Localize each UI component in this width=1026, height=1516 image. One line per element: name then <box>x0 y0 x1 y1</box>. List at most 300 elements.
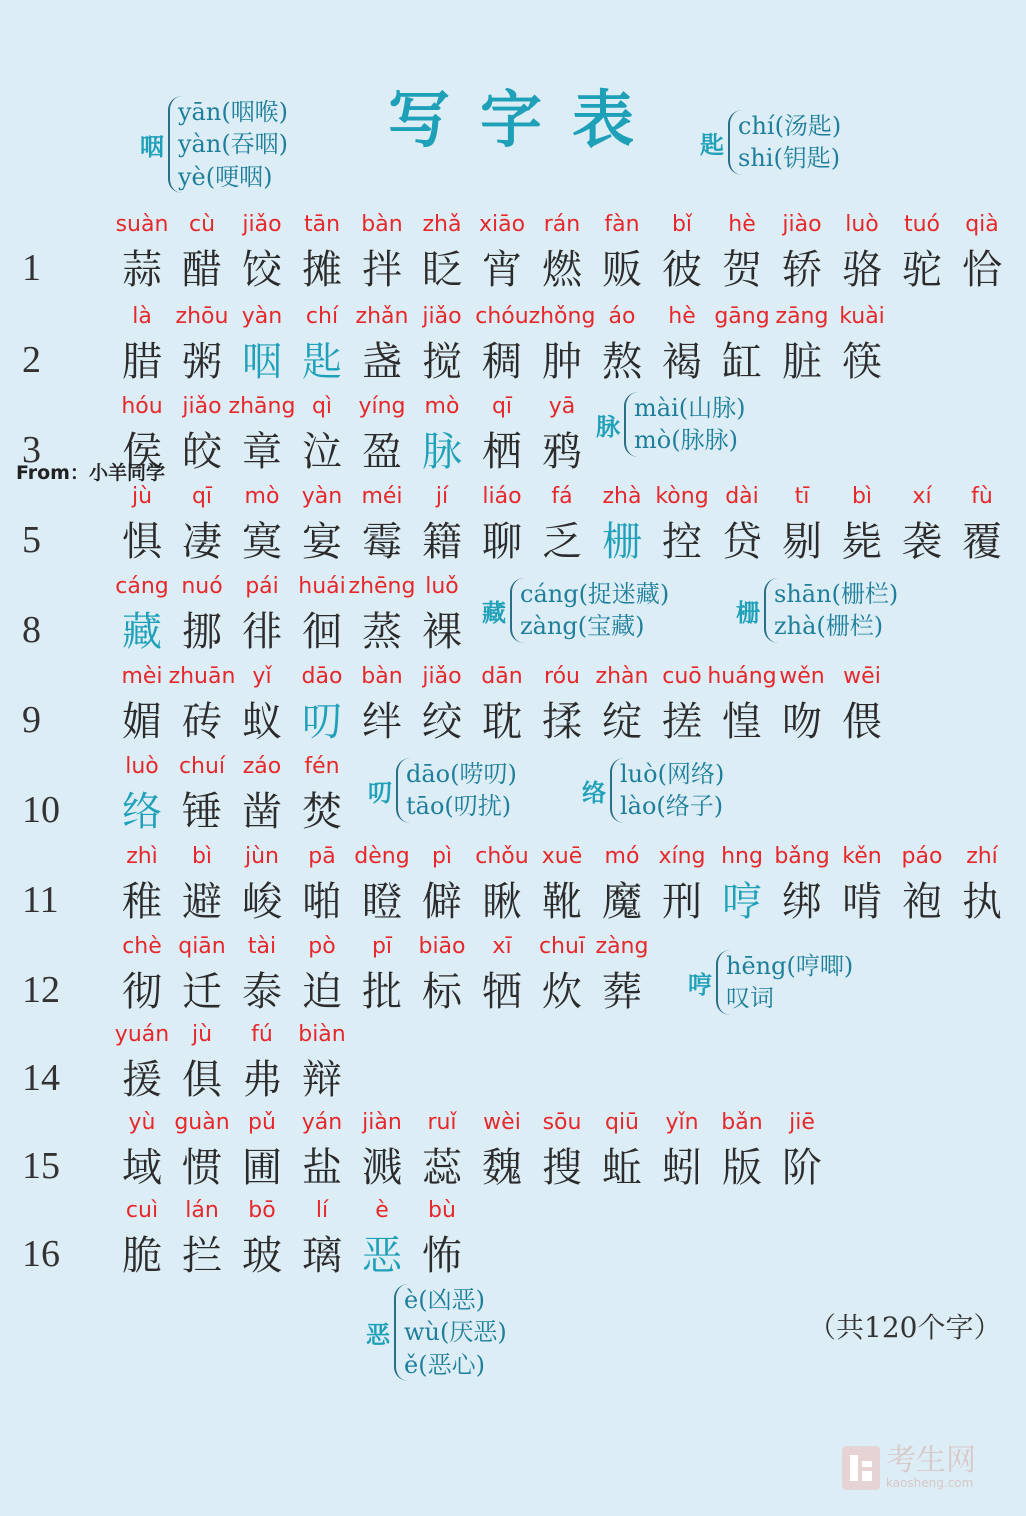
hanzi: 俱 <box>182 1057 222 1103</box>
hanzi: 拦 <box>182 1233 222 1279</box>
char-cell <box>412 574 472 664</box>
reading: luò(网络) <box>620 760 725 788</box>
hanzi: 咽 <box>242 339 282 385</box>
source-credit: From：小羊同学 <box>16 462 165 484</box>
polyphone-dao <box>368 758 517 823</box>
hanzi: 驼 <box>902 247 942 293</box>
pinyin: zhǎn <box>355 304 409 329</box>
pinyin: wèi <box>483 1110 521 1135</box>
pinyin: è <box>375 1198 389 1223</box>
hanzi: 魏 <box>482 1145 522 1191</box>
pinyin: zhí <box>966 844 998 869</box>
hanzi: 蒸 <box>362 609 402 655</box>
reading: zàng(宝藏) <box>520 612 645 641</box>
pinyin: zhì <box>126 844 158 869</box>
hanzi: 燃 <box>542 247 582 293</box>
reading: mò(脉脉) <box>634 426 738 455</box>
hanzi: 惯 <box>182 1145 222 1191</box>
hanzi: 炊 <box>542 969 582 1015</box>
brace <box>610 758 724 823</box>
pinyin: suàn <box>115 212 169 237</box>
pinyin: mò <box>424 394 460 419</box>
hanzi: 剔 <box>782 519 822 565</box>
pinyin: hóu <box>121 394 163 419</box>
pinyin: hng <box>721 844 763 869</box>
hanzi: 瞅 <box>482 879 522 925</box>
hanzi: 眨 <box>422 247 462 293</box>
char-cell <box>592 934 652 1024</box>
pinyin: bǎng <box>774 844 830 869</box>
hanzi: 粥 <box>182 339 222 385</box>
polyphone-e <box>366 1284 507 1381</box>
hanzi: 盐 <box>302 1145 342 1191</box>
pinyin: luò <box>125 754 159 779</box>
pinyin: bàn <box>361 212 403 237</box>
pinyin: nuó <box>181 574 223 599</box>
hanzi: 宵 <box>482 247 522 293</box>
pinyin: gāng <box>714 304 770 329</box>
pinyin: guàn <box>174 1110 230 1135</box>
hanzi: 魔 <box>602 879 642 925</box>
pinyin: mó <box>604 844 640 869</box>
polyphone-yan <box>140 96 288 193</box>
pinyin: yàn <box>301 484 343 509</box>
brace <box>168 96 288 193</box>
pinyin: bǎn <box>721 1110 763 1135</box>
lesson-number: 12 <box>22 969 60 1011</box>
reading: yàn(吞咽) <box>178 130 289 159</box>
pinyin: biàn <box>298 1022 346 1047</box>
char-cell <box>952 844 1012 934</box>
reading: ě(恶心) <box>404 1350 485 1379</box>
hanzi: 绞 <box>422 699 462 745</box>
hanzi: 焚 <box>302 789 342 835</box>
hanzi: 泣 <box>302 429 342 475</box>
char-list <box>112 394 592 484</box>
hanzi: 贺 <box>722 247 762 293</box>
pinyin: fú <box>251 1022 273 1047</box>
pinyin: zhǒng <box>528 304 596 329</box>
pinyin: chè <box>122 934 162 959</box>
polyphone-mai <box>596 392 745 457</box>
pinyin: záo <box>242 754 282 779</box>
reading: mài(山脉) <box>634 394 746 422</box>
hanzi: 蚁 <box>242 699 282 745</box>
hanzi: 徊 <box>302 609 342 655</box>
hanzi: 络 <box>122 789 162 835</box>
lesson-number: 14 <box>22 1057 60 1099</box>
char-cell <box>292 754 352 844</box>
pinyin: pì <box>431 844 453 869</box>
pinyin: áo <box>608 304 636 329</box>
pinyin: jiàn <box>362 1110 402 1135</box>
hanzi: 砖 <box>182 699 222 745</box>
pinyin: kěn <box>842 844 882 869</box>
lesson-number: 15 <box>22 1145 60 1187</box>
pinyin: yán <box>301 1110 343 1135</box>
pinyin: tài <box>247 934 277 959</box>
hanzi: 藏 <box>122 609 162 655</box>
hanzi: 贷 <box>722 519 762 565</box>
pinyin: pò <box>308 934 336 959</box>
pinyin: pǔ <box>248 1110 276 1135</box>
hanzi: 毙 <box>842 519 882 565</box>
pinyin: yàn <box>241 304 283 329</box>
hanzi: 瞪 <box>362 879 402 925</box>
pinyin: huái <box>298 574 346 599</box>
lesson-number: 8 <box>22 609 41 651</box>
pinyin: cuō <box>662 664 702 689</box>
hanzi: 媚 <box>122 699 162 745</box>
pinyin: fù <box>971 484 993 509</box>
char-list <box>112 304 892 394</box>
pinyin: zhēng <box>348 574 416 599</box>
hanzi: 筷 <box>842 339 882 385</box>
hanzi: 脆 <box>122 1233 162 1279</box>
hanzi: 肿 <box>542 339 582 385</box>
brace <box>396 758 517 823</box>
hanzi: 迫 <box>302 969 342 1015</box>
pinyin: xiāo <box>478 212 526 237</box>
hanzi: 凿 <box>242 789 282 835</box>
hanzi: 蚓 <box>662 1145 702 1191</box>
hanzi: 凄 <box>182 519 222 565</box>
pinyin: cáng <box>115 574 169 599</box>
hanzi: 皎 <box>182 429 222 475</box>
lesson-number: 5 <box>22 519 41 561</box>
char-cell <box>832 304 892 394</box>
hanzi: 批 <box>362 969 402 1015</box>
hanzi: 栖 <box>482 429 522 475</box>
pinyin: xuē <box>541 844 583 869</box>
hanzi: 僻 <box>422 879 462 925</box>
polyphone-char: 咽 <box>140 133 164 162</box>
pinyin: pī <box>371 934 393 959</box>
char-list <box>112 1110 832 1200</box>
hanzi: 挪 <box>182 609 222 655</box>
hanzi: 袭 <box>902 519 942 565</box>
hanzi: 执 <box>962 879 1002 925</box>
polyphone-chi <box>700 110 841 175</box>
pinyin: hè <box>668 304 696 329</box>
pinyin: dāo <box>301 664 343 689</box>
pinyin: mò <box>244 484 280 509</box>
pinyin: bǐ <box>671 212 693 237</box>
hanzi: 控 <box>662 519 702 565</box>
polyphone-char: 脉 <box>596 412 620 441</box>
pinyin: chuí <box>178 754 226 779</box>
hanzi: 峻 <box>242 879 282 925</box>
brace <box>728 110 841 175</box>
char-list <box>112 934 652 1024</box>
char-cell <box>412 1198 472 1288</box>
pinyin: qì <box>311 394 333 419</box>
hanzi: 搅 <box>422 339 462 385</box>
hanzi: 彻 <box>122 969 162 1015</box>
hanzi: 吻 <box>782 699 822 745</box>
polyphone-char: 恶 <box>366 1321 390 1350</box>
hanzi: 轿 <box>782 247 822 293</box>
hanzi: 绽 <box>602 699 642 745</box>
char-list <box>112 754 352 844</box>
pinyin: mèi <box>121 664 163 689</box>
watermark <box>842 1443 976 1490</box>
polyphone-char: 哼 <box>688 970 712 999</box>
reading: wù(厌恶) <box>404 1318 507 1347</box>
hanzi: 葬 <box>602 969 642 1015</box>
pinyin: tuó <box>903 212 941 237</box>
reading: dāo(唠叨) <box>406 760 517 788</box>
hanzi: 稠 <box>482 339 522 385</box>
reading: lào(络子) <box>620 792 724 821</box>
pinyin: kòng <box>655 484 709 509</box>
hanzi: 袍 <box>902 879 942 925</box>
hanzi: 盈 <box>362 429 402 475</box>
pinyin: zhǎ <box>422 212 462 237</box>
hanzi: 骆 <box>842 247 882 293</box>
hanzi: 哼 <box>722 879 762 925</box>
kaosheng-logo-icon <box>842 1446 880 1490</box>
pinyin: páo <box>901 844 943 869</box>
pinyin: wěn <box>779 664 825 689</box>
hanzi: 啪 <box>302 879 342 925</box>
lesson-number: 16 <box>22 1233 60 1275</box>
brace <box>510 578 669 643</box>
watermark-url: kaosheng.com <box>886 1476 974 1490</box>
lesson-number: 1 <box>22 247 41 289</box>
pinyin: tī <box>794 484 810 509</box>
pinyin: cuì <box>125 1198 159 1223</box>
hanzi: 溅 <box>362 1145 402 1191</box>
pinyin: yǐn <box>665 1110 699 1135</box>
pinyin: yíng <box>358 394 406 419</box>
hanzi: 栅 <box>602 519 642 565</box>
char-list <box>112 1022 352 1112</box>
hanzi: 匙 <box>302 339 342 385</box>
hanzi: 稚 <box>122 879 162 925</box>
hanzi: 徘 <box>242 609 282 655</box>
pinyin: pā <box>308 844 336 869</box>
pinyin: yā <box>548 394 576 419</box>
pinyin: jùn <box>245 844 279 869</box>
reading: hēng(哼唧) <box>726 952 854 980</box>
page-title: 写字表 <box>388 83 665 156</box>
pinyin: tān <box>303 212 341 237</box>
hanzi: 避 <box>182 879 222 925</box>
reading: yān(咽喉) <box>178 98 289 126</box>
watermark-name: 考生网 <box>886 1443 976 1478</box>
pinyin: bì <box>191 844 213 869</box>
reading: shi(钥匙) <box>738 144 841 173</box>
hanzi: 偎 <box>842 699 882 745</box>
hanzi: 熬 <box>602 339 642 385</box>
hanzi: 醋 <box>182 247 222 293</box>
polyphone-char: 络 <box>582 778 606 807</box>
pinyin: huáng <box>707 664 777 689</box>
pinyin: jù <box>131 484 153 509</box>
hanzi: 锤 <box>182 789 222 835</box>
pinyin: zhāng <box>228 394 296 419</box>
hanzi: 蕊 <box>422 1145 462 1191</box>
polyphone-zha <box>736 578 898 643</box>
reading: zhà(栅栏) <box>774 612 884 641</box>
hanzi: 聊 <box>482 519 522 565</box>
pinyin: yǐ <box>252 664 272 689</box>
hanzi: 盏 <box>362 339 402 385</box>
char-list <box>112 484 1012 574</box>
hanzi: 章 <box>242 429 282 475</box>
pinyin: dài <box>725 484 759 509</box>
hanzi: 褐 <box>662 339 702 385</box>
pinyin: chí <box>305 304 339 329</box>
hanzi: 缸 <box>722 339 762 385</box>
pinyin: biāo <box>418 934 466 959</box>
pinyin: qī <box>491 394 513 419</box>
pinyin: dèng <box>354 844 410 869</box>
reading: 叹词 <box>726 984 774 1013</box>
pinyin: jiǎo <box>182 394 222 419</box>
pinyin: róu <box>544 664 580 689</box>
hanzi: 恶 <box>362 1233 402 1279</box>
polyphone-char: 叨 <box>368 778 392 807</box>
pinyin: fàn <box>604 212 640 237</box>
hanzi: 摊 <box>302 247 342 293</box>
pinyin: yuán <box>114 1022 170 1047</box>
hanzi: 腊 <box>122 339 162 385</box>
hanzi: 霉 <box>362 519 402 565</box>
pinyin: lí <box>315 1198 329 1223</box>
pinyin: rán <box>543 212 581 237</box>
polyphone-heng <box>688 950 853 1015</box>
char-cell <box>952 212 1012 302</box>
hanzi: 脏 <box>782 339 822 385</box>
hanzi: 贩 <box>602 247 642 293</box>
pinyin: bì <box>851 484 873 509</box>
char-list <box>112 664 892 754</box>
polyphone-cang <box>482 578 669 643</box>
pinyin: qiān <box>178 934 226 959</box>
pinyin: xíng <box>658 844 706 869</box>
reading: shān(栅栏) <box>774 580 899 608</box>
pinyin: xí <box>912 484 932 509</box>
hanzi: 惧 <box>122 519 162 565</box>
pinyin: chóu <box>475 304 529 329</box>
hanzi: 牺 <box>482 969 522 1015</box>
char-cell <box>832 664 892 754</box>
hanzi: 蚯 <box>602 1145 642 1191</box>
brace <box>624 392 745 457</box>
pinyin: bō <box>248 1198 276 1223</box>
hanzi: 侯 <box>122 429 162 475</box>
pinyin: jiǎo <box>422 304 462 329</box>
pinyin: lán <box>185 1198 219 1223</box>
lesson-number: 11 <box>22 879 59 921</box>
hanzi: 绑 <box>782 879 822 925</box>
hanzi: 惶 <box>722 699 762 745</box>
brace <box>764 578 898 643</box>
pinyin: sōu <box>542 1110 582 1135</box>
hanzi: 拌 <box>362 247 402 293</box>
pinyin: là <box>132 304 152 329</box>
pinyin: zāng <box>775 304 829 329</box>
pinyin: zhōu <box>175 304 229 329</box>
pinyin: fá <box>551 484 573 509</box>
char-cell <box>772 1110 832 1200</box>
pinyin: jiē <box>789 1110 815 1135</box>
hanzi: 搜 <box>542 1145 582 1191</box>
pinyin: luò <box>845 212 879 237</box>
char-cell <box>292 1022 352 1112</box>
hanzi: 寞 <box>242 519 282 565</box>
pinyin: qià <box>965 212 999 237</box>
hanzi: 搓 <box>662 699 702 745</box>
brace <box>716 950 853 1015</box>
hanzi: 怖 <box>422 1233 462 1279</box>
hanzi: 鸦 <box>542 429 582 475</box>
reading: chí(汤匙) <box>738 112 842 140</box>
lesson-number: 10 <box>22 789 60 831</box>
polyphone-char: 栅 <box>736 598 760 627</box>
hanzi: 宴 <box>302 519 342 565</box>
pinyin: chuī <box>538 934 586 959</box>
char-list <box>112 212 1012 302</box>
hanzi: 泰 <box>242 969 282 1015</box>
pinyin: luǒ <box>425 574 459 599</box>
hanzi: 援 <box>122 1057 162 1103</box>
pinyin: zàng <box>595 934 649 959</box>
char-cell <box>532 394 592 484</box>
pinyin: zhàn <box>595 664 649 689</box>
hanzi: 饺 <box>242 247 282 293</box>
hanzi: 域 <box>122 1145 162 1191</box>
total-count: （共120个字） <box>808 1311 1002 1344</box>
hanzi: 靴 <box>542 879 582 925</box>
lesson-number: 2 <box>22 339 41 381</box>
lesson-number: 9 <box>22 699 41 741</box>
hanzi: 璃 <box>302 1233 342 1279</box>
hanzi: 耽 <box>482 699 522 745</box>
brace <box>394 1284 507 1381</box>
polyphone-char: 匙 <box>700 130 724 159</box>
pinyin: hè <box>728 212 756 237</box>
hanzi: 揉 <box>542 699 582 745</box>
pinyin: kuài <box>839 304 885 329</box>
char-list <box>112 844 1012 934</box>
hanzi: 版 <box>722 1145 762 1191</box>
pinyin: qiū <box>604 1110 640 1135</box>
hanzi: 辩 <box>302 1057 342 1103</box>
hanzi: 圃 <box>242 1145 282 1191</box>
hanzi: 弗 <box>242 1057 282 1103</box>
pinyin: jiǎo <box>422 664 462 689</box>
pinyin: zhà <box>602 484 642 509</box>
hanzi: 迁 <box>182 969 222 1015</box>
pinyin: wēi <box>843 664 881 689</box>
pinyin: jù <box>191 1022 213 1047</box>
char-list <box>112 574 472 664</box>
pinyin: méi <box>361 484 403 509</box>
pinyin: jiǎo <box>242 212 282 237</box>
pinyin: cù <box>188 212 216 237</box>
hanzi: 玻 <box>242 1233 282 1279</box>
hanzi: 裸 <box>422 609 462 655</box>
pinyin: bàn <box>361 664 403 689</box>
pinyin: xī <box>492 934 512 959</box>
char-cell <box>952 484 1012 574</box>
hanzi: 彼 <box>662 247 702 293</box>
polyphone-char: 藏 <box>482 598 506 627</box>
lesson-number: 3 <box>22 429 41 471</box>
